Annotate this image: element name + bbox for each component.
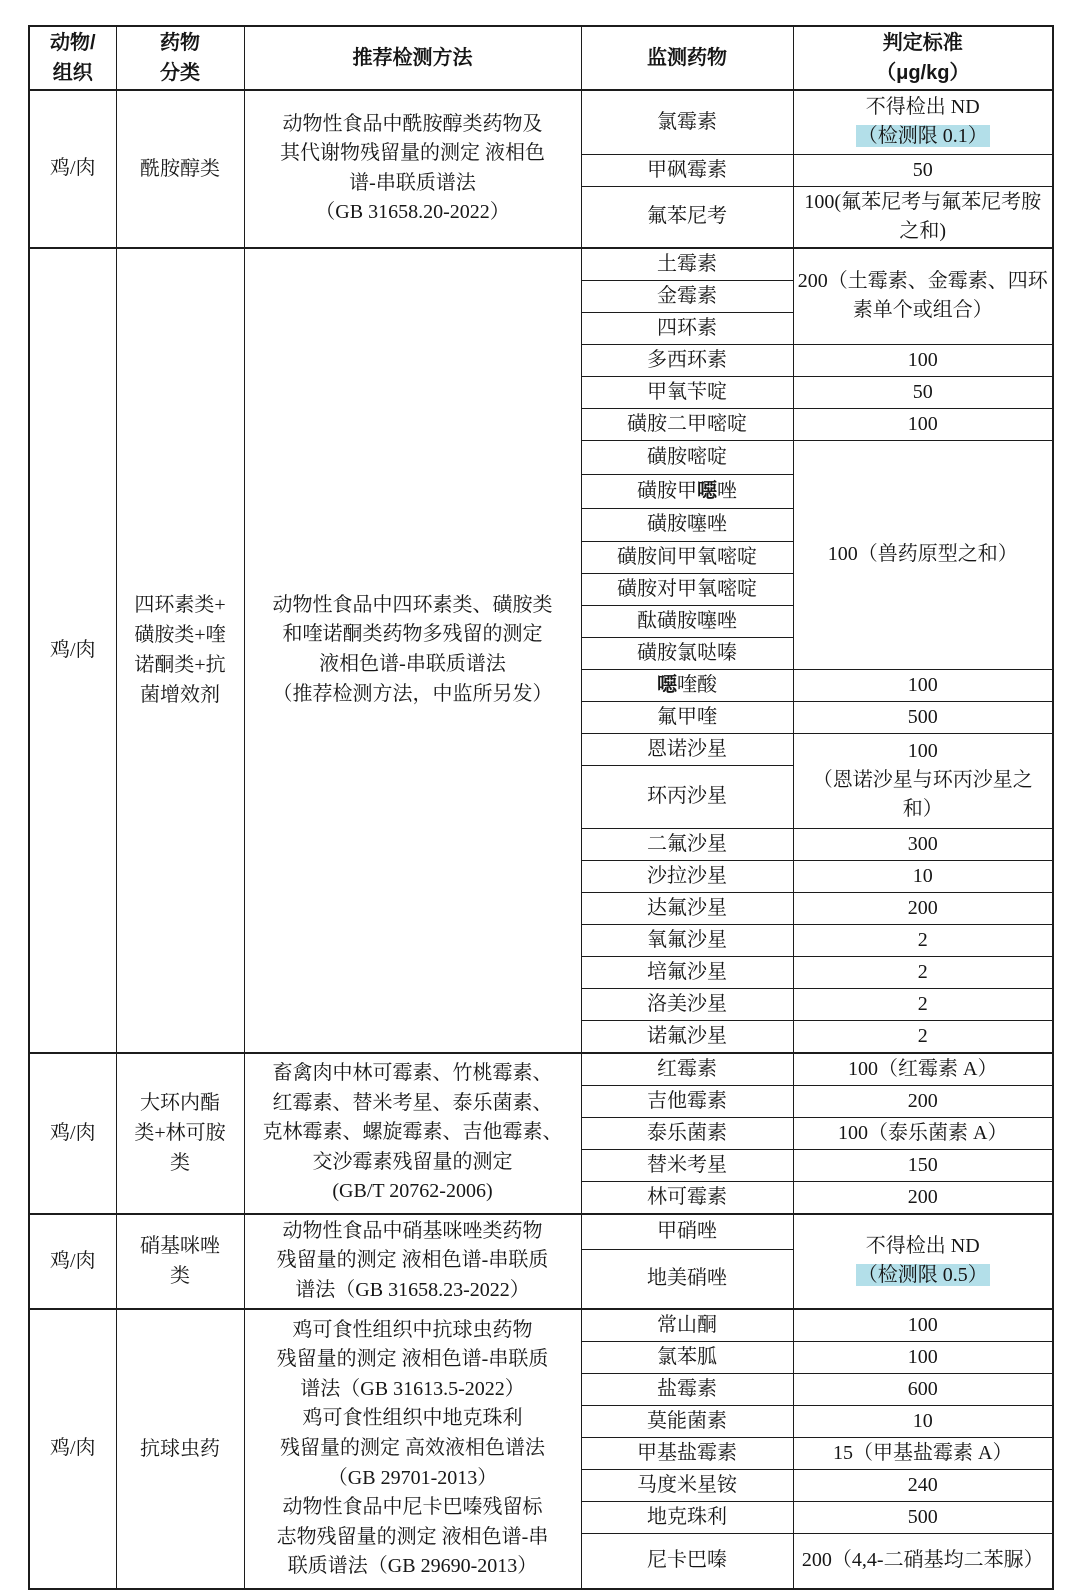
drug-name-cell: 氯霉素: [581, 90, 793, 154]
drug-name-cell: 甲砜霉素: [581, 154, 793, 186]
standard-cell: 10: [793, 860, 1053, 892]
drug-name-cell: 林可霉素: [581, 1181, 793, 1214]
standard-cell: 500: [793, 701, 1053, 733]
table-row: [29, 1309, 1053, 1342]
drug-name-cell: 磺胺对甲氧嘧啶: [581, 573, 793, 605]
drug-class-cell: 大环内酯 类+林可胺 类: [116, 1053, 244, 1214]
standard-cell: 50: [793, 376, 1053, 408]
standard-cell: 不得检出 ND （检测限 0.5）: [793, 1214, 1053, 1309]
drug-name-cell: 磺胺二甲嘧啶: [581, 408, 793, 440]
drug-name-cell: 二氟沙星: [581, 828, 793, 860]
drug-class-cell: 硝基咪唑 类: [116, 1214, 244, 1309]
drug-name-cell: 马度米星铵: [581, 1469, 793, 1501]
table-body: [29, 90, 1053, 1589]
standard-cell: 50: [793, 154, 1053, 186]
drug-name-cell: 环丙沙星: [581, 765, 793, 828]
standard-cell: 15（甲基盐霉素 A）: [793, 1437, 1053, 1469]
drug-name-cell: 氟苯尼考: [581, 186, 793, 248]
col-header-monitored-drug: 监测药物: [581, 26, 793, 90]
drug-name-cell: 甲硝唑: [581, 1214, 793, 1250]
animal-tissue-cell: 鸡/肉: [29, 1214, 116, 1309]
drug-name-cell: 酞磺胺噻唑: [581, 605, 793, 637]
table-row: [29, 90, 1053, 154]
standard-cell: 200: [793, 1085, 1053, 1117]
drug-name-cell: 土霉素: [581, 248, 793, 281]
drug-name-cell: 金霉素: [581, 280, 793, 312]
standard-cell: 600: [793, 1373, 1053, 1405]
drug-name-cell: 诺氟沙星: [581, 1020, 793, 1053]
standard-cell: 10: [793, 1405, 1053, 1437]
standard-cell: 100(氟苯尼考与氟苯尼考胺之和): [793, 186, 1053, 248]
col-header-method: 推荐检测方法: [244, 26, 581, 90]
standard-cell: 100: [793, 408, 1053, 440]
drug-name-cell: 盐霉素: [581, 1373, 793, 1405]
drug-name-cell: 氟甲喹: [581, 701, 793, 733]
drug-name-cell: 泰乐菌素: [581, 1117, 793, 1149]
col-header-standard: 判定标准 （μg/kg）: [793, 26, 1053, 90]
animal-tissue-cell: 鸡/肉: [29, 1309, 116, 1590]
table-header: [29, 26, 1053, 90]
standard-cell: 500: [793, 1501, 1053, 1533]
standard-cell: 100 （恩诺沙星与环丙沙星之和）: [793, 733, 1053, 828]
drug-name-cell: 磺胺嘧啶: [581, 440, 793, 474]
standard-cell: 200（4,4-二硝基均二苯脲）: [793, 1533, 1053, 1589]
residue-standards-table: [28, 25, 1054, 1590]
standard-cell: 240: [793, 1469, 1053, 1501]
animal-tissue-cell: 鸡/肉: [29, 248, 116, 1053]
col-header-drug-class: 药物 分类: [116, 26, 244, 90]
drug-name-cell: 莫能菌素: [581, 1405, 793, 1437]
standard-cell: 100: [793, 669, 1053, 701]
standard-cell: 2: [793, 924, 1053, 956]
method-cell: 动物性食品中硝基咪唑类药物 残留量的测定 液相色谱-串联质 谱法（GB 31658.23-2022）: [244, 1214, 581, 1309]
standard-cell: 100（泰乐菌素 A）: [793, 1117, 1053, 1149]
drug-name-cell: 替米考星: [581, 1149, 793, 1181]
standard-cell: 200: [793, 1181, 1053, 1214]
drug-class-cell: 抗球虫药: [116, 1309, 244, 1590]
drug-name-cell: 甲氧苄啶: [581, 376, 793, 408]
standard-cell: 100: [793, 1341, 1053, 1373]
table-row: [29, 1053, 1053, 1086]
standard-cell: 2: [793, 988, 1053, 1020]
method-cell: 动物性食品中酰胺醇类药物及 其代谢物残留量的测定 液相色 谱-串联质谱法 （GB 31658.20-2022）: [244, 90, 581, 248]
standard-cell: 100: [793, 344, 1053, 376]
standard-cell: 2: [793, 1020, 1053, 1053]
standard-cell: 2: [793, 956, 1053, 988]
drug-name-cell: 四环素: [581, 312, 793, 344]
detection-limit-highlight: （检测限 0.1）: [857, 125, 988, 148]
standard-cell: 100: [793, 1309, 1053, 1342]
drug-name-cell: 磺胺氯哒嗪: [581, 637, 793, 669]
drug-name-cell: 氧氟沙星: [581, 924, 793, 956]
table-row: [29, 1214, 1053, 1250]
method-cell: 畜禽肉中林可霉素、竹桃霉素、 红霉素、替米考星、泰乐菌素、 克林霉素、螺旋霉素、吉他霉素、 交沙霉素残留量的测定 (GB/T 20762-2006): [244, 1053, 581, 1214]
drug-name-cell: 吉他霉素: [581, 1085, 793, 1117]
col-header-animal-tissue: 动物/ 组织: [29, 26, 116, 90]
standard-cell: 不得检出 ND （检测限 0.1）: [793, 90, 1053, 154]
method-cell: 鸡可食性组织中抗球虫药物 残留量的测定 液相色谱-串联质 谱法（GB 31613.5-2022） 鸡可食性组织中地克珠利 残留量的测定 高效液相色谱法 （GB 29701-2013） 动物性食品中尼卡巴嗪残留标 志物残留量的测定 液相色谱-串 联质谱法（GB 29690-2013）: [244, 1309, 581, 1590]
drug-class-cell: 四环素类+ 磺胺类+喹 诺酮类+抗 菌增效剂: [116, 248, 244, 1053]
drug-name-cell: 磺胺甲噁唑: [581, 474, 793, 508]
drug-name-cell: 多西环素: [581, 344, 793, 376]
drug-name-cell: 地美硝唑: [581, 1250, 793, 1309]
table-row: [29, 248, 1053, 281]
drug-name-cell: 噁喹酸: [581, 669, 793, 701]
drug-name-cell: 红霉素: [581, 1053, 793, 1086]
detection-limit-highlight: （检测限 0.5）: [857, 1264, 988, 1286]
drug-name-cell: 洛美沙星: [581, 988, 793, 1020]
drug-name-cell: 磺胺噻唑: [581, 508, 793, 541]
standard-cell: 100（红霉素 A）: [793, 1053, 1053, 1086]
drug-class-cell: 酰胺醇类: [116, 90, 244, 248]
drug-name-cell: 地克珠利: [581, 1501, 793, 1533]
header-row: [29, 26, 1053, 90]
drug-name-cell: 甲基盐霉素: [581, 1437, 793, 1469]
drug-name-cell: 达氟沙星: [581, 892, 793, 924]
drug-name-cell: 尼卡巴嗪: [581, 1533, 793, 1589]
animal-tissue-cell: 鸡/肉: [29, 90, 116, 248]
method-cell: 动物性食品中四环素类、磺胺类 和喹诺酮类药物多残留的测定 液相色谱-串联质谱法 （推荐检测方法，中监所另发）: [244, 248, 581, 1053]
drug-name-cell: 培氟沙星: [581, 956, 793, 988]
standard-cell: 200（土霉素、金霉素、四环素单个或组合）: [793, 248, 1053, 345]
drug-name-cell: 沙拉沙星: [581, 860, 793, 892]
animal-tissue-cell: 鸡/肉: [29, 1053, 116, 1214]
drug-name-cell: 恩诺沙星: [581, 733, 793, 765]
drug-name-cell: 磺胺间甲氧嘧啶: [581, 541, 793, 573]
drug-name-cell: 氯苯胍: [581, 1341, 793, 1373]
standard-cell: 200: [793, 892, 1053, 924]
standard-cell: 100（兽药原型之和）: [793, 440, 1053, 669]
drug-name-cell: 常山酮: [581, 1309, 793, 1342]
standard-cell: 150: [793, 1149, 1053, 1181]
standard-cell: 300: [793, 828, 1053, 860]
document-table-wrapper: [28, 25, 1054, 1590]
